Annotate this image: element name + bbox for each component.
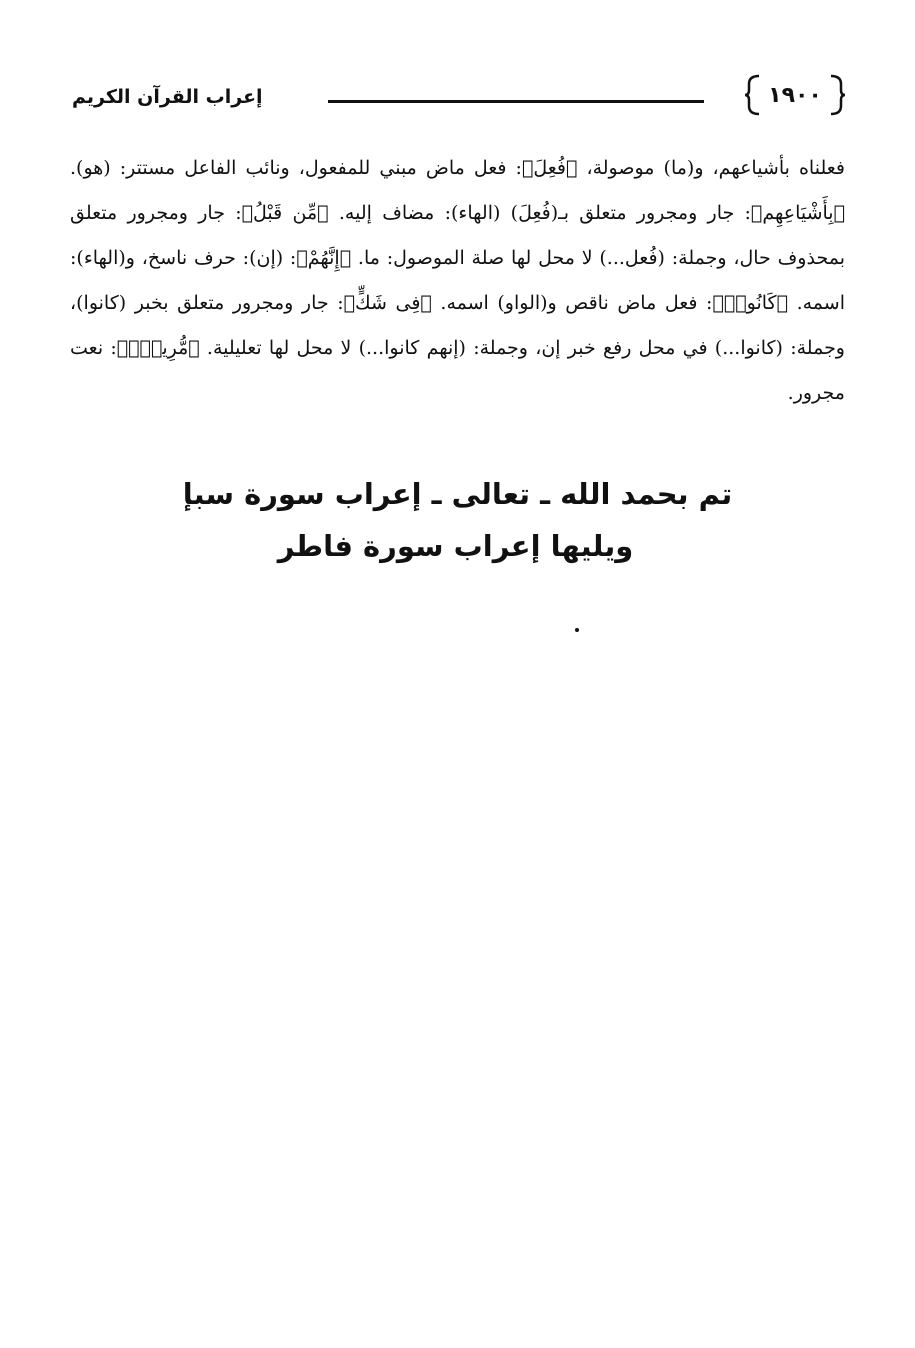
- closing-note: [0, 468, 915, 572]
- page-header: [70, 72, 845, 124]
- book-title: إعراب القرآن الكريم: [72, 86, 263, 108]
- body-paragraph: [70, 146, 845, 416]
- page-number-frame: [745, 72, 845, 118]
- closing-line-completion: تم بحمد الله ـ تعالى ـ إعراب سورة سبإ: [182, 477, 733, 511]
- ink-dot: [575, 628, 579, 632]
- closing-line-next-surah: ويليها إعراب سورة فاطر: [277, 529, 634, 563]
- page-number: ١٩٠٠: [768, 82, 822, 108]
- header-divider: [328, 100, 704, 103]
- grammar-analysis-text: فعلناه بأشياعهم، و(ما) موصولة، ﴿فُعِلَ﴾: فعل ماض مبني للمفعول، ونائب الفاعل مستتر: (هو). ﴿بِأَشْيَاعِهِم﴾: جار ومجرور متعلق بـ(فُعِلَ) (الهاء): مضاف إليه. ﴿مِّن قَبْلُ﴾: جار ومجرور متعلق بمحذوف حال، وجملة: (فُعل...) لا محل لها صلة الموصول: ما. ﴿إِنَّهُمْ﴾: (إن): حرف ناسخ، و(الهاء): اسمه. ﴿كَانُوا۟﴾: فعل ماض ناقص و(الواو) اسمه. ﴿فِى شَكٍّ﴾: جار ومجرور متعلق بخبر (كانوا)، وجملة: (كانوا...) في محل رفع خبر إن، وجملة: (إنهم كانوا...) لا محل لها تعليلية. ﴿مُّرِيبٍۭ﴾: نعت مجرور.: [70, 157, 845, 404]
